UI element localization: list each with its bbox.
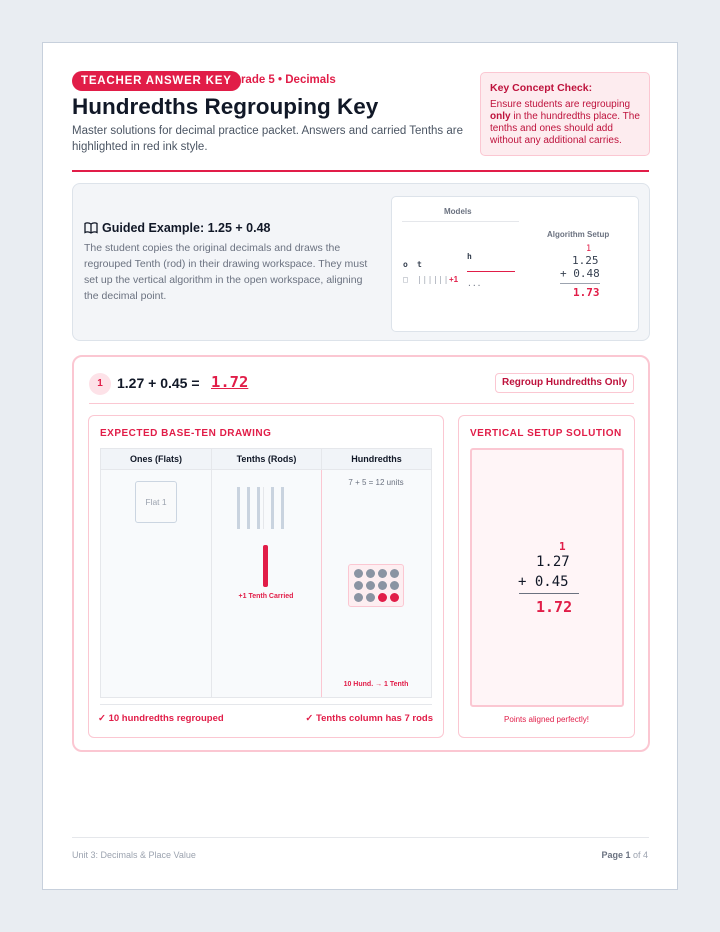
vertical-footnote: Points aligned perfectly!	[504, 715, 589, 724]
tenth-rod	[271, 487, 274, 529]
footer-page-number	[601, 850, 648, 860]
page-title: Hundredths Regrouping Key	[72, 94, 379, 119]
problem-card	[72, 355, 650, 752]
guided-sum-line	[560, 283, 600, 284]
tenth-rod	[247, 487, 250, 529]
grade-label: Grade 5 • Decimals	[232, 74, 336, 86]
regroup-note: 10 Hund. → 1 Tenth	[343, 681, 409, 688]
hundredth-dot	[354, 593, 363, 602]
column-divider	[211, 470, 212, 697]
tenths-column-header: Tenths (Rods)	[211, 449, 321, 470]
hundredths-units-note: 7 + 5 = 12 units	[348, 478, 404, 487]
carry-plus-label: +1	[449, 275, 459, 284]
flat-glyph: □	[403, 275, 408, 284]
vertical-sum-line	[519, 593, 579, 594]
hundredth-dot	[390, 569, 399, 578]
concept-title: Key Concept Check:	[490, 82, 593, 94]
hundredths-dots: ...	[467, 279, 482, 288]
guided-addend-1: 1.25	[572, 254, 599, 267]
footer-unit-label: Unit 3: Decimals & Place Value	[72, 850, 196, 860]
footer-divider	[72, 837, 649, 838]
guided-example-panel	[72, 183, 650, 341]
col-t-label: t	[417, 260, 422, 269]
guided-description: The student copies the original decimals and draws the regrouped Tenth (rod) in their drawing workspace. They must set up the vertical algorithm in the open workspace, aligning the decimal point.	[84, 242, 368, 302]
problem-divider	[89, 403, 634, 404]
drawing-footer-divider	[100, 704, 432, 705]
vertical-carry-digit: 1	[559, 540, 566, 553]
models-divider	[402, 221, 519, 222]
algorithm-label: Algorithm Setup	[547, 230, 610, 239]
hundredths-column-header: Hundredths	[321, 449, 431, 470]
guided-title-text: Guided Example: 1.25 + 0.48	[102, 221, 271, 235]
problem-number: 1	[89, 373, 111, 395]
worksheet-page	[42, 42, 678, 890]
page-total: of 4	[630, 850, 648, 860]
hundredth-dot	[366, 581, 375, 590]
problem-equation: 1.27 + 0.45 =	[117, 375, 200, 391]
page-subtitle: Master solutions for decimal practice packet. Answers and carried Tenths are highlighted in red ink style.	[72, 125, 463, 153]
guided-example-card	[391, 196, 639, 332]
problem-answer: 1.72	[211, 373, 249, 391]
regroup-tag: Regroup Hundredths Only	[495, 373, 634, 393]
hundredth-dot	[378, 569, 387, 578]
hundredth-dot	[378, 581, 387, 590]
answer-key-badge: TEACHER ANSWER KEY	[72, 71, 241, 91]
ones-flat: Flat 1	[135, 481, 177, 523]
hundredth-dot	[390, 581, 399, 590]
hundredths-dot-grid	[348, 564, 404, 607]
vertical-setup-panel	[458, 415, 635, 738]
hundredth-dot-red	[378, 593, 387, 602]
book-icon	[84, 222, 98, 234]
column-divider	[321, 470, 322, 697]
base-ten-drawing-panel	[88, 415, 444, 738]
tenth-rod	[281, 487, 284, 529]
guided-title	[84, 221, 270, 235]
hundredths-red-line	[467, 271, 515, 272]
page-label: Page	[601, 850, 626, 860]
hundredth-dot	[354, 581, 363, 590]
ones-column-header: Ones (Flats)	[101, 449, 211, 470]
hundredth-dot	[366, 569, 375, 578]
hundredth-dot	[366, 593, 375, 602]
rods-glyph: ||||||	[417, 275, 449, 284]
header-divider	[72, 170, 649, 172]
concept-text	[490, 99, 640, 147]
check-tenths-rods: ✓ Tenths column has 7 rods	[305, 713, 433, 724]
page-current: 1	[625, 850, 631, 860]
tenth-rod	[263, 487, 264, 529]
vertical-workspace	[470, 448, 624, 707]
col-o-label: o	[403, 260, 408, 269]
vertical-addend-1: 1.27	[536, 554, 570, 570]
guided-answer: 1.73	[573, 286, 600, 299]
hundredth-dot	[354, 569, 363, 578]
place-value-table	[100, 448, 432, 698]
vertical-addend-2: + 0.45	[518, 574, 569, 590]
vertical-answer: 1.72	[536, 598, 573, 616]
vertical-title: VERTICAL SETUP SOLUTION	[470, 428, 622, 439]
col-h-label: h	[467, 252, 472, 261]
concept-text-bold: only	[490, 111, 511, 122]
check-hundredths-regrouped: ✓ 10 hundredths regrouped	[98, 713, 224, 724]
key-concept-callout	[480, 72, 650, 156]
drawing-title: EXPECTED BASE-TEN DRAWING	[100, 428, 272, 439]
tenth-rod	[257, 487, 260, 529]
models-label: Models	[444, 207, 472, 216]
concept-text-part: in the hundredths place. The tenths and ones should add without any additional carries.	[490, 111, 640, 146]
hundredth-dot-red	[390, 593, 399, 602]
concept-text-part: Ensure students are regrouping	[490, 99, 631, 110]
carried-tenth-label: +1 Tenth Carried	[238, 593, 294, 600]
tenth-rod	[237, 487, 240, 529]
guided-addend-2: + 0.48	[560, 267, 600, 280]
guided-carry-digit: 1	[586, 244, 592, 254]
carried-tenth-rod	[263, 545, 268, 587]
